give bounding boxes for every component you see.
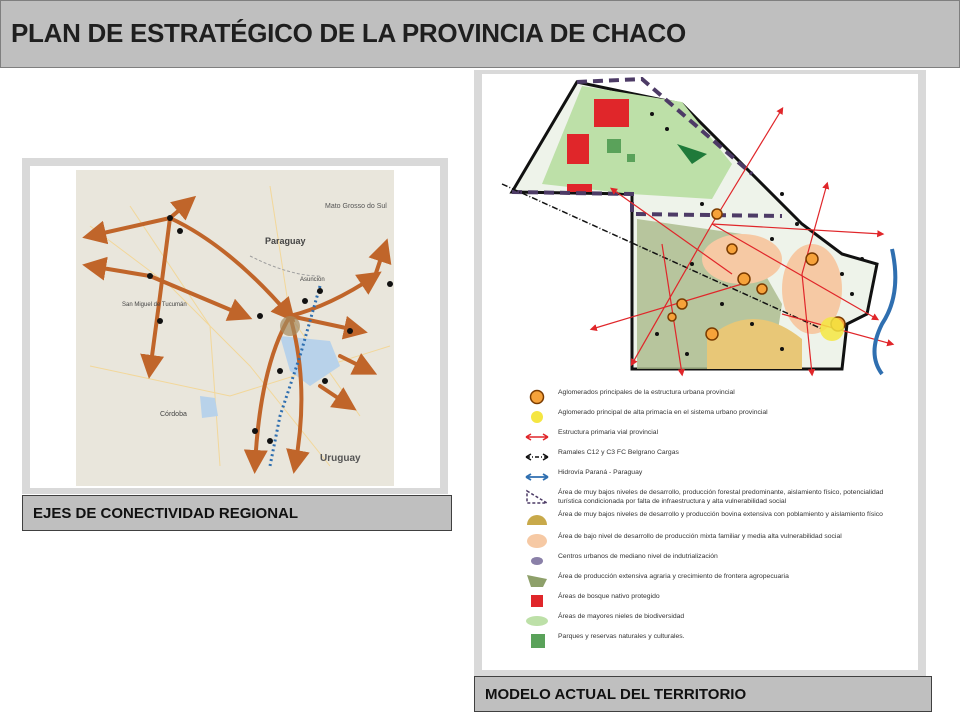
legend-item <box>522 449 922 469</box>
label-asuncion: Asunción <box>300 277 325 283</box>
regional-map-graphic <box>30 166 440 488</box>
legend-item <box>522 489 922 511</box>
page-title: PLAN DE ESTRATÉGICO DE LA PROVINCIA DE CHACO <box>11 18 686 48</box>
label-san-miguel: San Miguel de Tucumán <box>122 302 187 308</box>
legend-label: Estructura primaria vial provincial <box>558 429 659 436</box>
legend-label: Área de muy bajos niveles de desarrollo y producción bovina extensiva con poblamiento y aislamiento físico <box>558 511 883 518</box>
legend-label: Aglomerado principal de alta primacía en el sistema urbano provincial <box>558 409 768 416</box>
legend-item <box>522 389 922 409</box>
legend-label: Áreas de bosque nativo protegido <box>558 593 660 600</box>
label-mato-grosso: Mato Grosso do Sul <box>325 203 387 210</box>
regional-connectivity-map <box>30 166 440 488</box>
red-square-icon <box>522 593 552 609</box>
legend-item <box>522 469 922 489</box>
resistencia-hub <box>280 316 300 336</box>
protected-forest <box>594 99 629 127</box>
legend-label: Área de producción extensiva agraria y crecimiento de frontera agropecuaria <box>558 573 789 580</box>
chaco-territory-map <box>482 74 918 384</box>
label-paraguay: Paraguay <box>265 236 306 246</box>
purple-dashed-triangle-icon <box>522 489 552 505</box>
label-cordoba: Córdoba <box>160 411 187 418</box>
legend-item <box>522 511 922 533</box>
legend-label: Ramales C12 y C3 FC Belgrano Cargas <box>558 449 679 456</box>
black-dash-dot-arrow-icon <box>522 449 552 465</box>
large-orange-circle-icon <box>522 389 552 405</box>
legend-label: Aglomerados principales de la estructura urbana provincial <box>558 389 735 396</box>
legend-item <box>522 613 922 633</box>
label-uruguay: Uruguay <box>320 453 361 464</box>
map-legend <box>522 389 922 653</box>
khaki-half-circle-icon <box>522 511 552 527</box>
legend-label: Hidrovía Paraná - Paraguay <box>558 469 643 476</box>
peach-blob-icon <box>522 533 552 549</box>
legend-label: Centros urbanos de mediano nivel de indutrialización <box>558 553 718 560</box>
legend-item <box>522 429 922 449</box>
legend-item <box>522 533 922 553</box>
green-trapezoid-icon <box>522 573 552 589</box>
nature-reserve <box>607 139 621 153</box>
primary-agglomeration <box>820 317 844 341</box>
red-double-arrow-icon <box>522 429 552 445</box>
yellow-circle-icon <box>522 409 552 425</box>
legend-item <box>522 593 922 613</box>
legend-label: Áreas de mayores nieles de biodiversidad <box>558 613 685 620</box>
legend-label: Parques y reservas naturales y culturales. <box>558 633 685 640</box>
regional-axes-caption: EJES DE CONECTIVIDAD REGIONAL <box>22 495 452 531</box>
legend-item <box>522 409 922 429</box>
title-bar <box>0 0 960 68</box>
green-square-icon <box>522 633 552 649</box>
legend-item <box>522 553 922 573</box>
regional-map-frame <box>22 158 448 494</box>
light-green-blob-icon <box>522 613 552 629</box>
legend-label: Área de muy bajos niveles de desarrollo, producción forestal predominante, aislamiento físico, potencialidad turística condicionada por falta de infraestructura y alta vulnerabilidad social <box>558 489 884 505</box>
legend-item <box>522 633 922 653</box>
blue-double-arrow-icon <box>522 469 552 485</box>
purple-ellipse-icon <box>522 553 552 569</box>
legend-item <box>522 573 922 593</box>
legend-label: Área de bajo nivel de desarrollo de producción mixta familiar y media alta vulnerabilidad social <box>558 533 842 540</box>
territory-model-caption: MODELO ACTUAL DEL TERRITORIO <box>474 676 932 712</box>
territory-model-panel <box>482 74 918 670</box>
territory-model-frame <box>474 70 926 676</box>
